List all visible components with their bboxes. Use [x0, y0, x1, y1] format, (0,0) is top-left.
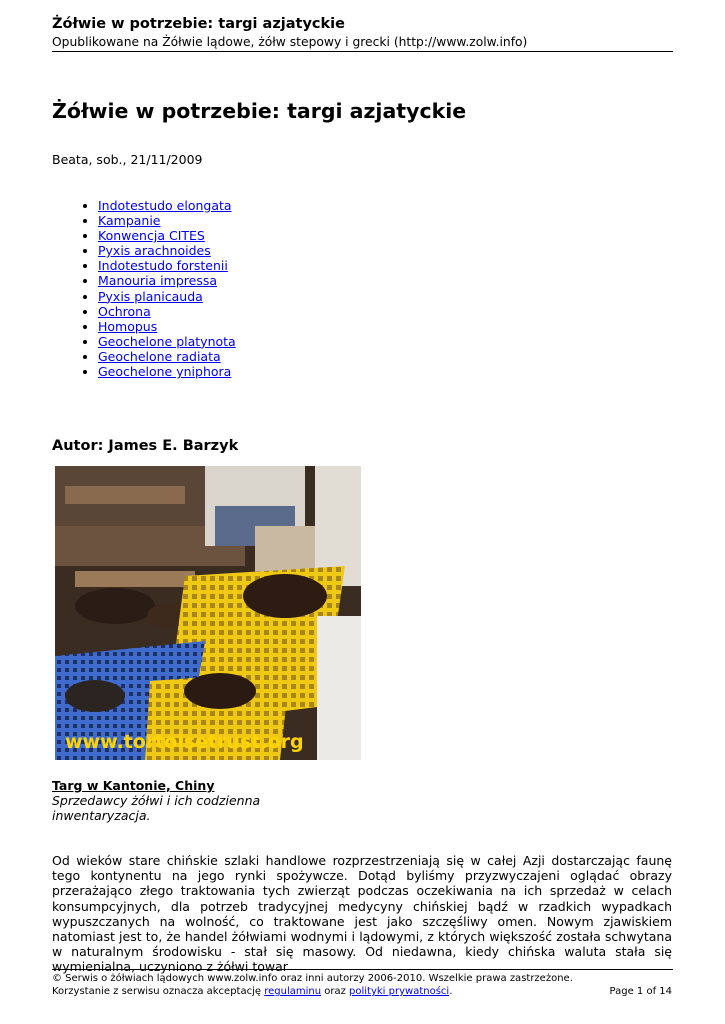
- tag-item: [98, 258, 236, 273]
- tag-link[interactable]: Homopus: [98, 318, 158, 334]
- header-divider: [52, 51, 673, 52]
- tag-link[interactable]: Pyxis arachnoides: [98, 243, 211, 259]
- page-number: Page 1 of 14: [609, 986, 672, 997]
- article-body: Od wieków stare chińskie szlaki handlowe rozprzestrzeniają się w całej Azji dostarczając faunę tego kontynentu na jego rynki spożywcze. Dotąd byliśmy przyzwyczajeni oglądać obrazy przerażająco złego traktowania tych zwierząt podczas oczekiwania na ich sprzedaż w celach konsumpcyjnych, dla potrzeb tradycyjnej medycyny chińskiej bądź w rzadkich wypadkach wypuszczanych na wolność, co traktowane jest jako szczęśliwy omen. Nowym zjawiskiem natomiast jest to, że handel żółwiami wodnymi i lądowymi, z których większość została schwytana w naturalnym środowisku - stał się masowy. Od niedawna, kiedy chińska waluta stała się wymienialna, uczyniono z żółwi towar: [52, 853, 672, 975]
- terms-link[interactable]: regulaminu: [264, 986, 322, 997]
- tag-link[interactable]: Geochelone radiata: [98, 348, 221, 364]
- page-title: Żółwie w potrzebie: targi azjatyckie: [52, 99, 467, 123]
- tag-link[interactable]: Kampanie: [98, 213, 161, 229]
- caption-title: Targ w Kantonie, Chiny: [52, 778, 215, 793]
- header-subtitle: Opublikowane na Żółwie lądowe, żółw stepowy i grecki (http://www.zolw.info): [52, 35, 528, 49]
- terms-middle: oraz: [321, 986, 350, 997]
- running-header: [52, 15, 672, 50]
- tag-link[interactable]: Manouria impressa: [98, 273, 218, 289]
- tag-list: [80, 198, 236, 379]
- tag-item: [98, 319, 236, 334]
- tag-item: [98, 273, 236, 288]
- tag-item: [98, 228, 236, 243]
- tag-link[interactable]: Konwencja CITES: [98, 228, 205, 244]
- tag-link[interactable]: Geochelone platynota: [98, 333, 236, 349]
- terms-suffix: .: [449, 986, 453, 997]
- tag-item: [98, 334, 236, 349]
- tag-link[interactable]: Pyxis planicauda: [98, 288, 203, 304]
- post-meta: Beata, sob., 21/11/2009: [52, 152, 203, 167]
- tag-item: [98, 364, 236, 379]
- market-photo: [55, 466, 361, 760]
- page-footer: [52, 972, 672, 998]
- tag-link[interactable]: Geochelone yniphora: [98, 364, 232, 380]
- tag-item: [98, 349, 236, 364]
- tag-item: [98, 304, 236, 319]
- terms-prefix: Korzystanie z serwisu oznacza akceptację: [52, 986, 265, 997]
- tag-link[interactable]: Indotestudo forstenii: [98, 258, 228, 274]
- header-title: Żółwie w potrzebie: targi azjatyckie: [52, 16, 345, 32]
- caption-text: Sprzedawcy żółwi i ich codzienna inwentaryzacja.: [52, 793, 261, 824]
- photo-watermark: www.tortoisetrust.org: [65, 731, 304, 753]
- terms-notice: [52, 985, 672, 998]
- tag-item: [98, 289, 236, 304]
- author-heading: Autor: James E. Barzyk: [52, 438, 239, 454]
- tag-link[interactable]: Indotestudo elongata: [98, 198, 232, 213]
- privacy-link[interactable]: polityki prywatności: [349, 986, 450, 997]
- tag-item: [98, 198, 236, 213]
- tag-item: [98, 243, 236, 258]
- copyright-text: © Serwis o żółwiach lądowych www.zolw.info oraz inni autorzy 2006-2010. Wszelkie prawa zastrzeżone.: [52, 973, 573, 984]
- tag-item: [98, 213, 236, 228]
- footer-divider: [52, 969, 673, 970]
- tag-link[interactable]: Ochrona: [98, 303, 151, 319]
